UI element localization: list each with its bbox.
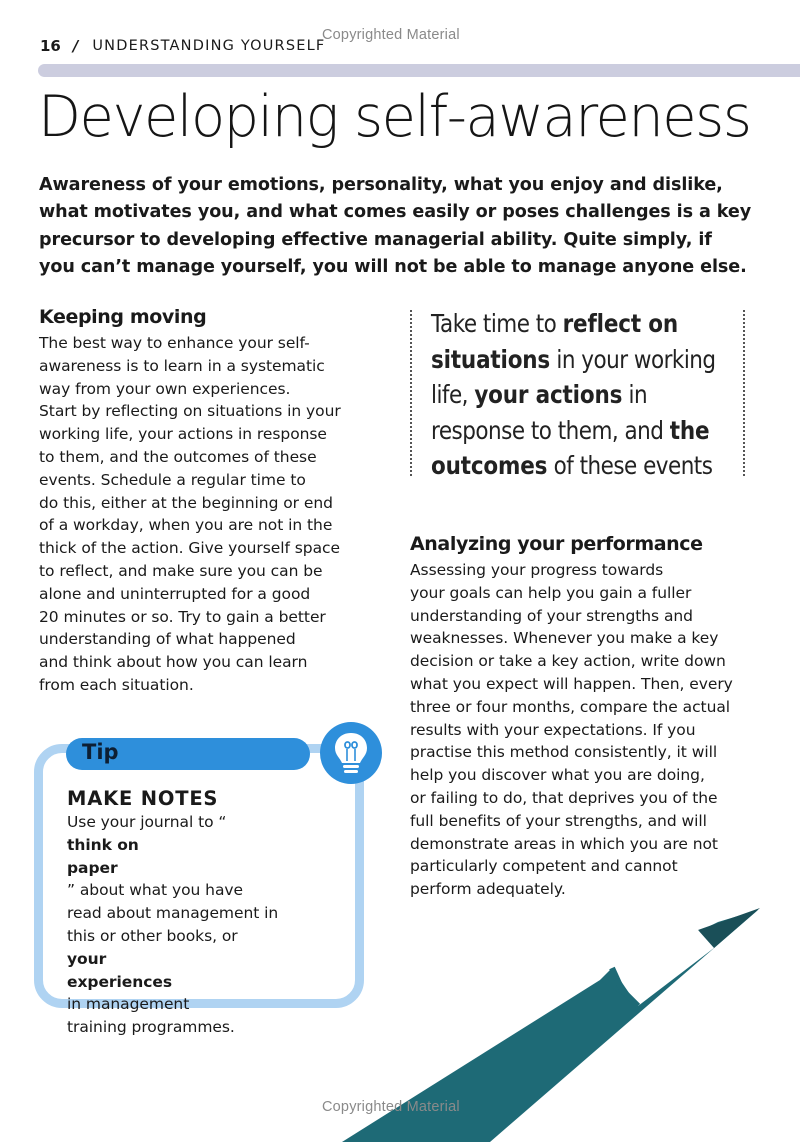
pull-quote-border-right <box>743 310 745 476</box>
body-line: practise this method consistently, it will <box>410 743 718 762</box>
intro-line: what motivates you, and what comes easily or poses challenges is a key <box>39 202 752 223</box>
body-line: what you expect will happen. Then, every <box>410 674 733 693</box>
tip-title: MAKE NOTES <box>67 787 219 810</box>
tip-line: paper ” about what you have <box>67 858 243 900</box>
pull-quote-line: response to them, and the <box>431 415 710 445</box>
header-rule <box>38 64 800 77</box>
page-title: Developing self-awareness <box>38 84 751 150</box>
running-header <box>40 36 325 56</box>
body-line: your goals can help you gain a fuller <box>410 583 692 602</box>
body-line: particularly competent and cannot <box>410 857 678 876</box>
pull-quote-line: Take time to reflect on <box>431 309 678 338</box>
body-line: results with your expectations. If you <box>410 720 696 739</box>
body-line: understanding of your strengths and <box>410 606 693 625</box>
section-title: UNDERSTANDING YOURSELF <box>92 38 326 54</box>
lightbulb-icon <box>320 722 382 784</box>
body-line: full benefits of your strengths, and will <box>410 811 707 830</box>
body-line: and think about how you can learn <box>39 653 308 672</box>
body-line: awareness is to learn in a systematic <box>39 356 325 375</box>
copyright-watermark-top: Copyrighted Material <box>322 27 460 43</box>
analyzing-heading: Analyzing your performance <box>410 533 703 555</box>
tip-line: read about management in <box>67 904 279 923</box>
body-line: do this, either at the beginning or end <box>39 493 333 512</box>
body-line: thick of the action. Give yourself space <box>39 539 341 558</box>
pull-quote-border-left <box>410 310 412 476</box>
body-line: from each situation. <box>39 675 194 694</box>
body-line: understanding of what happened <box>39 630 296 649</box>
tip-line: experiences in management <box>67 972 190 1014</box>
tip-line: this or other books, or your <box>67 926 238 968</box>
body-line: of a workday, when you are not in the <box>39 516 333 535</box>
intro-line: precursor to developing effective managerial ability. Quite simply, if <box>39 229 712 250</box>
body-line: help you discover what you are doing, <box>410 766 705 785</box>
page-number: 16 <box>40 37 61 55</box>
body-line: The best way to enhance your self- <box>39 334 310 352</box>
pull-quote-line: outcomes of these events <box>431 451 713 480</box>
body-line: to them, and the outcomes of these <box>39 447 317 466</box>
tip-label: Tip <box>82 740 119 764</box>
pull-quote <box>431 306 716 484</box>
intro-line: Awareness of your emotions, personality, what you enjoy and dislike, <box>39 175 723 195</box>
body-line: perform adequately. <box>410 880 566 899</box>
body-line: decision or take a key action, write down <box>410 652 726 671</box>
pull-quote-line: situations in your working <box>431 344 716 374</box>
keeping-moving-body <box>39 332 341 697</box>
pull-quote-line: life, your actions in <box>431 380 648 409</box>
intro-line: you can’t manage yourself, you will not be able to manage anyone else. <box>39 256 747 277</box>
body-line: Start by reflecting on situations in your <box>39 402 341 421</box>
keeping-moving-heading: Keeping moving <box>39 306 207 328</box>
body-line: weaknesses. Whenever you make a key <box>410 629 719 648</box>
header-separator: / <box>72 37 79 55</box>
copyright-watermark-bottom: Copyrighted Material <box>322 1099 460 1115</box>
body-line: way from your own experiences. <box>39 379 291 398</box>
tip-line: training programmes. <box>67 1018 235 1037</box>
body-line: Assessing your progress towards <box>410 561 664 579</box>
body-line: events. Schedule a regular time to <box>39 470 306 489</box>
tip-line: Use your journal to “ think on <box>67 813 227 854</box>
body-line: three or four months, compare the actual <box>410 697 731 716</box>
intro-paragraph <box>39 172 769 281</box>
body-line: demonstrate areas in which you are not <box>410 834 718 853</box>
body-line: or failing to do, that deprives you of the <box>410 788 718 807</box>
body-line: to reflect, and make sure you can be <box>39 561 323 580</box>
body-line: 20 minutes or so. Try to gain a better <box>39 607 326 626</box>
body-line: alone and uninterrupted for a good <box>39 584 311 603</box>
body-line: working life, your actions in response <box>39 425 327 444</box>
tip-body <box>67 811 278 1039</box>
analyzing-body <box>410 559 733 901</box>
